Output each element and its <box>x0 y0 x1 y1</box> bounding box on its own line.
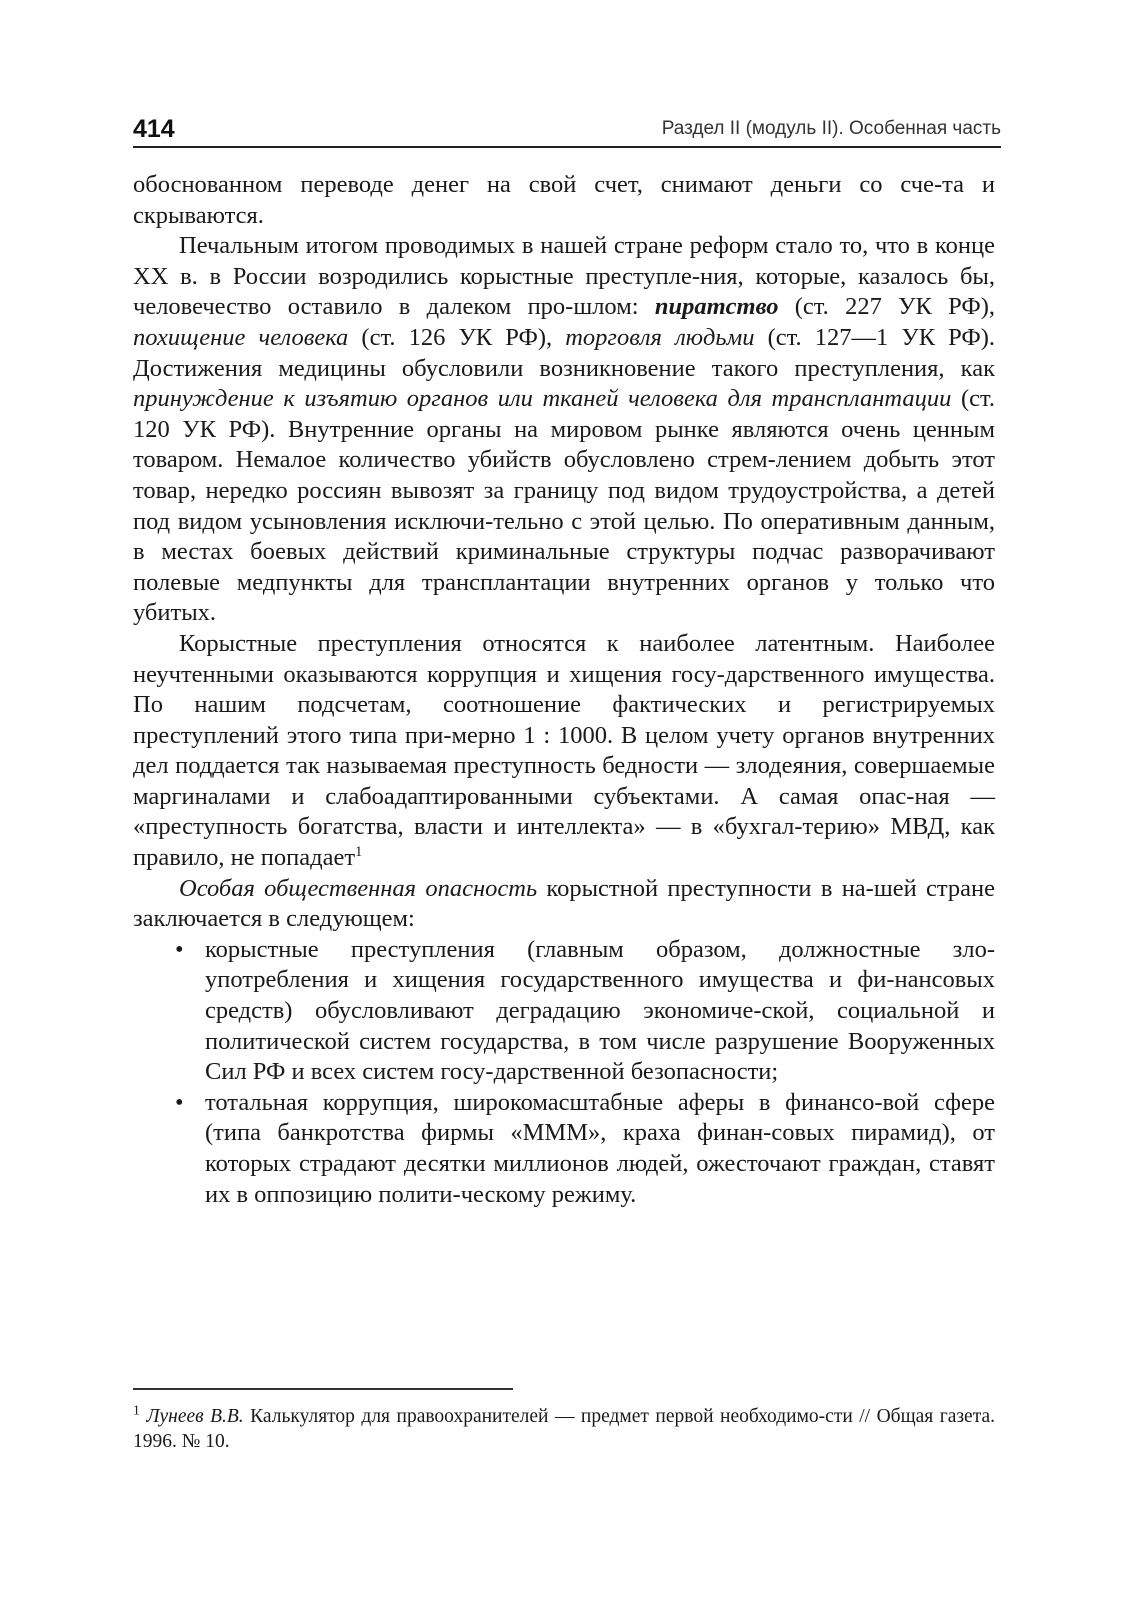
paragraph-text: обоснованном переводе денег на свой счет, снимают деньги со сче-та и скрываются. <box>133 171 995 229</box>
bullet-icon: • <box>175 1088 184 1116</box>
footnote-author: Лунеев В.В. <box>146 1406 244 1427</box>
paragraph-continuation <box>133 170 995 231</box>
paragraph-text: Печальным итогом проводимых в нашей стране реформ стало то, что в конце XX в. в России возродились корыстные преступле-ния, которые, казалось бы, человечество оставило в далеком про-шлом: <box>133 232 995 321</box>
paragraph-text: корыстной преступности в на-шей стране заключается в следующем: <box>133 874 995 933</box>
paragraph-text: (ст. 227 УК РФ), <box>778 293 996 321</box>
paragraph-text: (ст. 120 УК РФ). Внутренние органы на мировом рынке являются очень ценным товаром. Немалое количество убийств обусловлено стрем-лением добыть этот товар, нередко россиян вывозят за границу под видом трудоустройства, а детей под видом усыновления исключи-тельно с этой целью. По оперативным данным, в местах боевых действий криминальные структуры подчас разворачивают полевые медпункты для трансплантации внутренних органов у только что убитых. <box>133 385 995 627</box>
paragraph-reforms <box>133 231 995 629</box>
paragraph-text: Корыстные преступления относятся к наиболее латентным. Наиболее неучтенными оказываются коррупция и хищения госу-дарственного имущества. По нашим подсчетам, соотношение фактических и регистрируемых преступлений этого типа при-мерно 1 : 1000. В целом учету органов внутренних дел поддается так называемая преступность бедности — злодеяния, совершаемые маргиналами и слабоадаптированными субъектами. А самая опас-ная — «преступность богатства, власти и интеллекта» — в «бухгал-терию» МВД, как правило, не попадает <box>133 629 995 872</box>
list-item-text: тотальная коррупция, широкомасштабные аферы в финансо-вой сфере (типа банкротства фирмы «МММ», краха финан-совых пирамид), от которых страдают десятки миллионов людей, ожесточают граждан, ставят их в оппозицию полити-ческому режиму. <box>205 1088 995 1208</box>
list-item <box>175 935 995 1088</box>
footnote-reference[interactable]: 1 <box>355 843 363 860</box>
bullet-list <box>133 935 995 1210</box>
body-text <box>133 170 995 1210</box>
term-piracy: пиратство <box>654 293 779 321</box>
term-social-danger: Особая общественная опасность <box>179 874 538 902</box>
footnote-divider <box>133 1388 513 1390</box>
term-trafficking: торговля людьми <box>565 323 755 351</box>
paragraph-text: (ст. 127—1 УК РФ). Достижения медицины обусловили возникновение такого преступления, как <box>133 323 995 382</box>
running-head: Раздел II (модуль II). Особенная часть <box>661 118 1001 139</box>
term-organ-removal: принуждение к изъятию органов или тканей человека для трансплантации <box>133 385 952 413</box>
list-item-text: корыстные преступления (главным образом, должностные зло-употребления и хищения государственного имущества и фи-нансовых средств) обусловливают деградацию экономиче-ской, социальной и политической систем государства, в том числе разрушение Вооруженных Сил РФ и всех систем госу-дарственной безопасности; <box>205 935 995 1086</box>
bullet-icon: • <box>175 935 184 963</box>
paragraph-danger <box>133 874 995 935</box>
page-number: 414 <box>133 115 175 143</box>
footnote <box>133 1404 995 1454</box>
term-kidnapping: похищение человека <box>133 323 349 351</box>
list-item <box>175 1088 995 1210</box>
footnote-text: Калькулятор для правоохранителей — предмет первой необходимо-сти // Общая газета. 1996. № 10. <box>133 1406 996 1452</box>
paragraph-latency <box>133 629 995 874</box>
paragraph-text: (ст. 126 УК РФ), <box>348 323 566 351</box>
footnote-mark: 1 <box>133 1402 140 1418</box>
page-header <box>133 112 1001 148</box>
